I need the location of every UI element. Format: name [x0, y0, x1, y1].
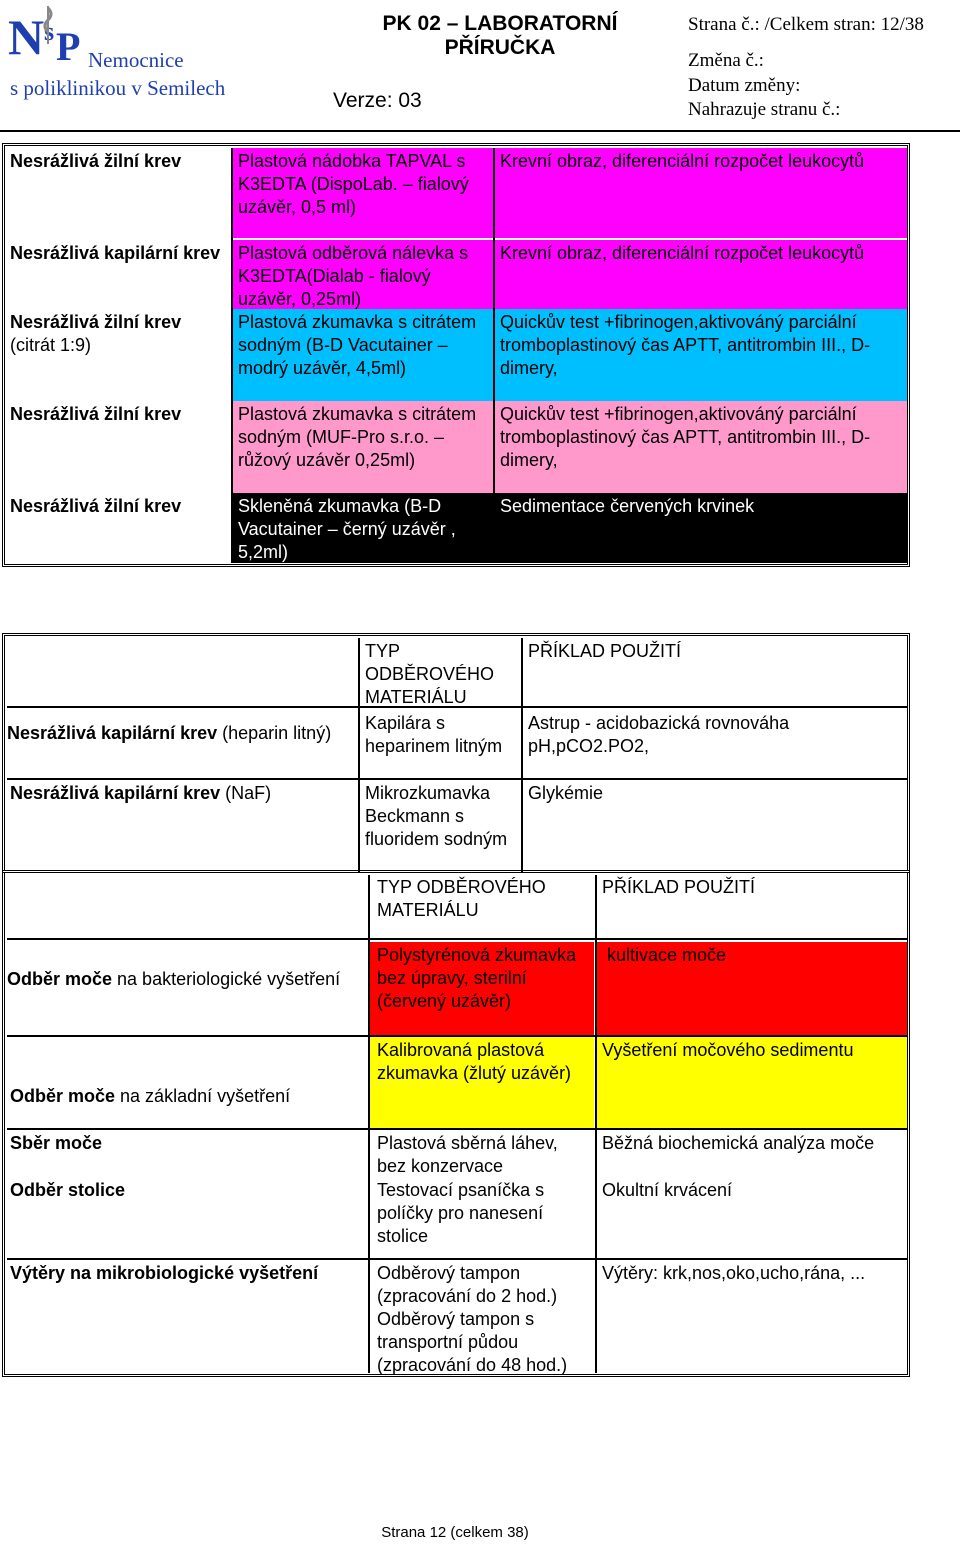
table3-row2-container: Kalibrovaná plastová zkumavka (žlutý uzávěr) [370, 1037, 594, 1128]
hospital-logo [8, 4, 86, 66]
table1-row2-use: Krevní obraz, diferenciální rozpočet leukocytů [495, 240, 907, 310]
table3-row5-container: Odběrový tampon (zpracování do 2 hod.) Odběrový tampon s transportní půdou (zpracování do 48 hod.) [377, 1263, 568, 1375]
table2-row1-material: Nesrážlivá kapilární krev (heparin litný) [7, 723, 332, 743]
table1-divider [231, 148, 233, 563]
table1-row3-use: Quickův test +fibrinogen,aktivováný parciální tromboplastinový čas APTT, antitrombin III., D-dimery, [495, 309, 907, 401]
table2-row2-use: Glykémie [528, 783, 604, 803]
table1-row1-use: Krevní obraz, diferenciální rozpočet leukocytů [495, 148, 907, 238]
table3-row3-material: Sběr moče [10, 1133, 103, 1153]
page-total: /Celkem stran: 12/38 [759, 14, 924, 35]
svg-text:s: s [44, 17, 55, 46]
table3-row3-container: Plastová sběrná láhev, bez konzervace [377, 1133, 558, 1176]
page-info [688, 14, 924, 36]
table2-row1-use: Astrup - acidobazická rovnováha pH,pCO2.PO2, [528, 713, 790, 756]
svg-text:P: P [56, 24, 81, 66]
table1-row4-use: Quickův test +fibrinogen,aktivováný parciální tromboplastinový čas APTT, antitrombin III., D-dimery, [495, 401, 907, 493]
header-divider [0, 130, 960, 132]
table3-row3-use: Běžná biochemická analýza moče [602, 1133, 875, 1153]
table1-row5-container: Skleněná zkumavka (B-D Vacutainer – černý uzávěr , 5,2ml) [233, 493, 493, 563]
table3-header-use: PŘÍKLAD POUŽITÍ [602, 877, 756, 897]
table3-row4-use: Okultní krvácení [602, 1180, 733, 1200]
table3-row4-material: Odběr stolice [10, 1180, 126, 1200]
table1-row1-container: Plastová nádobka TAPVAL s K3EDTA (DispoLab. – fialový uzávěr, 0,5 ml) [233, 148, 493, 238]
table1-row1-material: Nesrážlivá žilní krev [10, 151, 182, 171]
table1-row3-material-sub: (citrát 1:9) [10, 335, 92, 355]
document-title-line2: PŘÍRUČKA [444, 36, 556, 59]
version-label: Verze: 03 [333, 89, 422, 112]
table1-row4-material: Nesrážlivá žilní krev [10, 404, 182, 424]
org-name-line1: Nemocnice [88, 48, 184, 72]
table3-row5-material: Výtěry na mikrobiologické vyšetření [10, 1263, 319, 1283]
page-footer: Strana 12 (celkem 38) [381, 1524, 529, 1541]
document-title [370, 12, 630, 60]
page-label: Strana č.: [688, 14, 760, 35]
table3-row2-use: Vyšetření močového sedimentu [597, 1037, 907, 1128]
change-label: Změna č.: [688, 50, 764, 71]
table3-header-type: TYP ODBĚROVÉHO MATERIÁLU [377, 877, 546, 920]
table1-row3-material: Nesrážlivá žilní krev (citrát 1:9) [10, 312, 182, 355]
table3-row1-container: Polystyrénová zkumavka bez úpravy, sterilní (červený uzávěr) [370, 942, 594, 1035]
table3-divider [7, 938, 907, 940]
table2-row1-container: Kapilára s heparinem litným [365, 713, 503, 756]
table3-row1-use: kultivace moče [597, 942, 907, 1035]
table1-row2-container: Plastová odběrová nálevka s K3EDTA(Dialab - fialový uzávěr, 0,25ml) [233, 240, 493, 310]
org-name-line2: s poliklinikou v Semilech [10, 76, 226, 100]
table3-row4-container: Testovací psaníčka s políčky pro nanesení stolice [377, 1180, 545, 1246]
table3-row2-material: Odběr moče na základní vyšetření [10, 1086, 291, 1106]
table2-row2-container: Mikrozkumavka Beckmann s fluoridem sodným [365, 783, 508, 849]
table3-row1-material: Odběr moče na bakteriologické vyšetření [7, 969, 341, 989]
table1-row5-use: Sedimentace červených krvinek [495, 493, 907, 563]
table2-header-type: TYP ODBĚROVÉHO MATERIÁLU [365, 641, 495, 707]
table1-row3-container: Plastová zkumavka s citrátem sodným (B-D Vacutainer – modrý uzávěr, 4,5ml) [233, 309, 493, 401]
replaces-page-label: Nahrazuje stranu č.: [688, 99, 841, 120]
document-title-line1: PK 02 – LABORATORNÍ [382, 12, 618, 35]
table2-header-use: PŘÍKLAD POUŽITÍ [528, 641, 682, 661]
svg-text:N: N [8, 9, 45, 65]
date-change-label: Datum změny: [688, 75, 801, 96]
table1-row5-material: Nesrážlivá žilní krev [10, 496, 182, 516]
table1-row4-container: Plastová zkumavka s citrátem sodným (MUF-Pro s.r.o. – růžový uzávěr 0,25ml) [233, 401, 493, 493]
table3-row5-use: Výtěry: krk,nos,oko,ucho,rána, ... [602, 1263, 866, 1283]
table2-row2-material: Nesrážlivá kapilární krev (NaF) [10, 783, 272, 803]
table1-row2-material: Nesrážlivá kapilární krev [10, 243, 221, 263]
table1-divider [493, 148, 495, 563]
